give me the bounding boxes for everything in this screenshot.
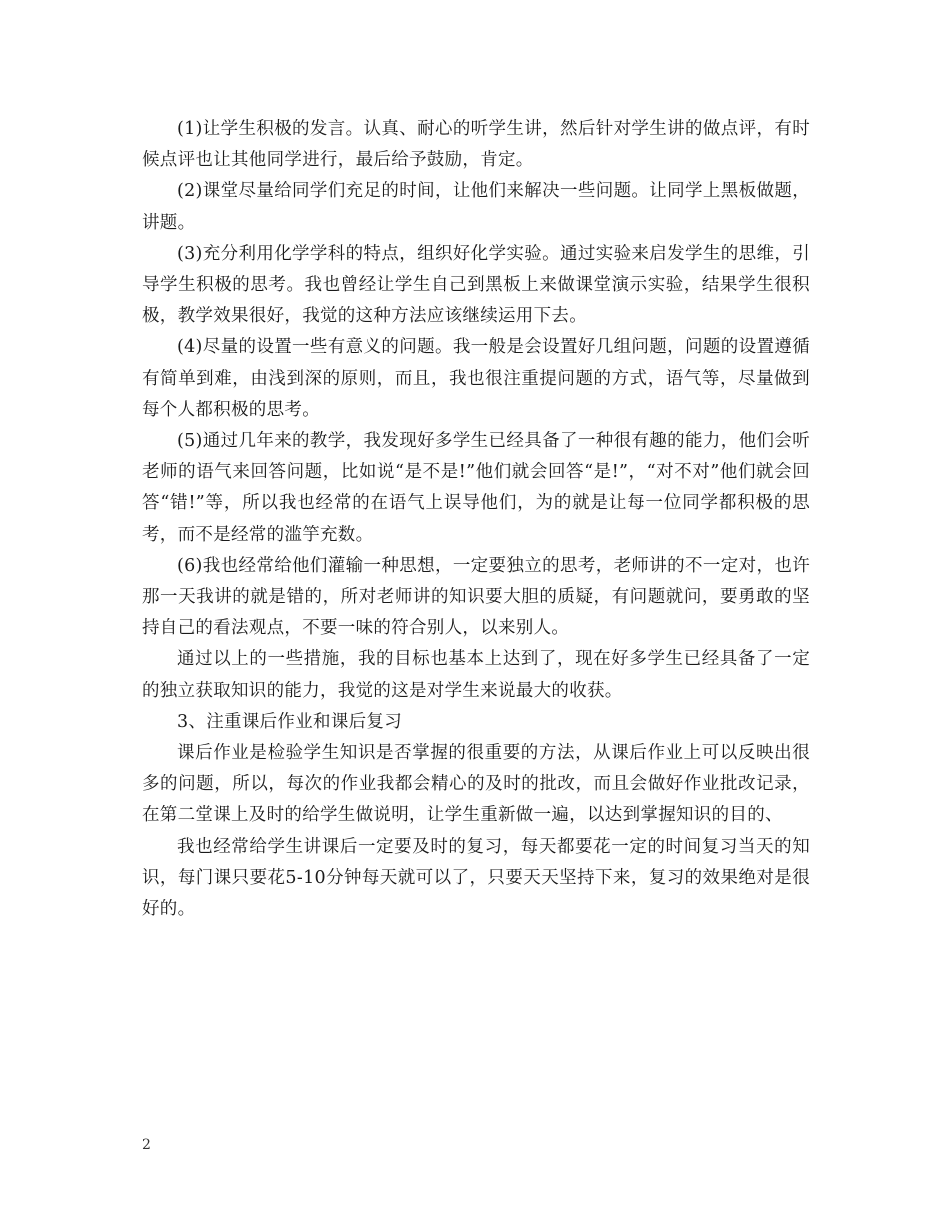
paragraph-summary: 通过以上的一些措施，我的目标也基本上达到了，现在好多学生已经具备了一定的独立获取知识的能力，我觉的这是对学生来说最大的收获。 <box>142 649 810 701</box>
paragraph-point-2: (2)课堂尽量给同学们充足的时间，让他们来解决一些问题。让同学上黑板做题，讲题。 <box>142 181 810 233</box>
page-number: 2 <box>142 1137 151 1153</box>
paragraph-point-5: (5)通过几年来的教学，我发现好多学生已经具备了一种很有趣的能力，他们会听老师的语气来回答问题，比如说“是不是!”他们就会回答“是!”，“对不对”他们就会回答“错!”等，所以我也经常的在语气上误导他们，为的就是让每一位同学都积极的思考，而不是经常的滥竽充数。 <box>142 431 810 545</box>
document-body <box>142 114 810 925</box>
paragraph-point-4: (4)尽量的设置一些有意义的问题。我一般是会设置好几组问题，问题的设置遵循有简单到难，由浅到深的原则，而且，我也很注重提问题的方式，语气等，尽量做到每个人都积极的思考。 <box>142 337 810 420</box>
paragraph-point-3: (3)充分利用化学学科的特点，组织好化学实验。通过实验来启发学生的思维，引导学生积极的思考。我也曾经让学生自己到黑板上来做课堂演示实验，结果学生很积极，教学效果很好，我觉的这种方法应该继续运用下去。 <box>142 243 810 327</box>
paragraph-review: 我也经常给学生讲课后一定要及时的复习，每天都要花一定的时间复习当天的知识，每门课只要花5-10分钟每天就可以了，只要天天坚持下来，复习的效果绝对是很好的。 <box>142 836 810 920</box>
paragraph-point-6: (6)我也经常给他们灌输一种思想，一定要独立的思考，老师讲的不一定对，也许那一天我讲的就是错的，所对老师讲的知识要大胆的质疑，有问题就问，要勇敢的坚持自己的看法观点，不要一味的符合别人，以来别人。 <box>142 555 810 639</box>
section-heading-homework-review: 3、注重课后作业和课后复习 <box>177 711 403 732</box>
paragraph-homework: 课后作业是检验学生知识是否掌握的很重要的方法，从课后作业上可以反映出很多的问题，所以，每次的作业我都会精心的及时的批改，而且会做好作业批改记录，在第二堂课上及时的给学生做说明，让学生重新做一遍，以达到掌握知识的目的、 <box>142 743 810 826</box>
paragraph-point-1: (1)让学生积极的发言。认真、耐心的听学生讲，然后针对学生讲的做点评，有时候点评也让其他同学进行，最后给予鼓励，肯定。 <box>142 119 810 171</box>
